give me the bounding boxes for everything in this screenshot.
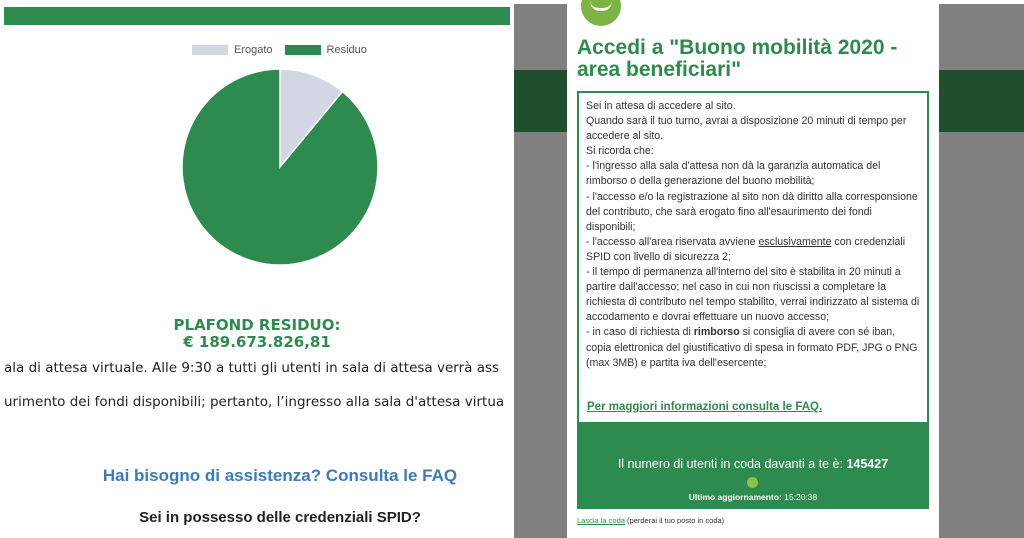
legend-label-residuo: Residuo: [326, 44, 367, 56]
announcement-marquee-line-2: urimento dei fondi disponibili; pertanto, l’ingresso alla sala d'attesa virtua: [4, 394, 505, 410]
logo-icon: [581, 0, 621, 26]
info-emphasis: esclusivamente: [758, 235, 832, 248]
info-line: - il tempo di permanenza all'interno del sito è stabilita in 20 minuti a partire dall'accesso; nel caso in cui non riuscissi a completare la richiesta di contributo nel tempo stabilito, verrai indirizzato al sistema di accodamento e dovrai effettuare un nuovo accesso;: [586, 266, 920, 324]
right-panel: [514, 0, 1024, 538]
pie-slice-residuo[interactable]: [182, 69, 378, 265]
header-bar: [4, 7, 510, 25]
leave-queue-note: (perderai il tuo posto in coda): [624, 516, 725, 525]
plafond-value: € 189.673.826,81: [183, 333, 331, 351]
info-text: - in caso di richiesta di: [586, 326, 694, 339]
leave-queue-row: [577, 516, 724, 525]
last-update-time: 15:20:38: [784, 492, 818, 502]
last-update: [577, 492, 929, 502]
plafond-pie-chart: [180, 67, 380, 267]
waiting-room-card: [567, 4, 939, 538]
more-info-faq-link[interactable]: Per maggiori informazioni consulta le FAQ.: [587, 400, 823, 413]
info-line: - l'accesso e/o la registrazione al sito non dà diritto alla corresponsione del contributo, che sarà erogato fino all'esaurimento dei fondi disponibili;: [586, 190, 918, 233]
waiting-room-info-box: [577, 91, 929, 424]
legend-item-residuo[interactable]: [285, 44, 367, 56]
info-line: Si ricorda che:: [586, 145, 654, 158]
legend-label-erogato: Erogato: [234, 44, 273, 56]
info-line: Quando sarà il tuo turno, avrai a disposizione 20 minuti di tempo per accedere al sito.: [586, 115, 907, 143]
queue-label: Il numero di utenti in coda davanti a te è:: [617, 457, 847, 471]
leave-queue-link[interactable]: Lascia la coda: [577, 516, 625, 525]
info-line: - l'ingresso alla sala d'attesa non dà la garanzia automatica del rimborso o della generazione del buono mobilità;: [586, 160, 881, 188]
chart-legend: [192, 44, 379, 56]
legend-swatch-erogato: [192, 45, 228, 55]
faq-assistance-link[interactable]: Hai bisogno di assistenza? Consulta le FAQ: [102, 466, 458, 485]
queue-count-text: [577, 457, 929, 471]
info-line: Sei in attesa di accedere al sito.: [586, 100, 736, 112]
legend-item-erogato[interactable]: [192, 44, 273, 56]
queue-count: 145427: [846, 457, 889, 471]
info-text: si consiglia di avere con sé iban, copia elettronica del giustificativo di spesa in formato PDF, JPG o PNG (max 3MB) e partita iva dell'esercente;: [586, 326, 918, 369]
plafond-residuo: [0, 317, 514, 351]
queue-status-box: [577, 424, 929, 509]
info-text: - l'accesso all'area riservata avviene: [586, 235, 759, 248]
status-indicator-icon: [747, 477, 758, 488]
spid-question-heading: Sei in possesso delle credenziali SPID?: [139, 509, 421, 526]
page-title: Accedi a "Buono mobilità 2020 - area beneficiari": [577, 36, 898, 81]
info-line: [586, 325, 920, 370]
legend-swatch-residuo: [285, 45, 321, 55]
announcement-marquee-line-1: ala di attesa virtuale. Alle 9:30 a tutti gli utenti in sala di attesa verrà ass: [4, 360, 500, 376]
last-update-label: Ultimo aggiornamento:: [688, 492, 782, 502]
info-line: [586, 235, 920, 265]
info-text: con credenziali SPID con livello di sicurezza 2;: [586, 235, 906, 263]
plafond-label: PLAFOND RESIDUO:: [173, 316, 341, 334]
info-emphasis: rimborso: [693, 326, 740, 339]
